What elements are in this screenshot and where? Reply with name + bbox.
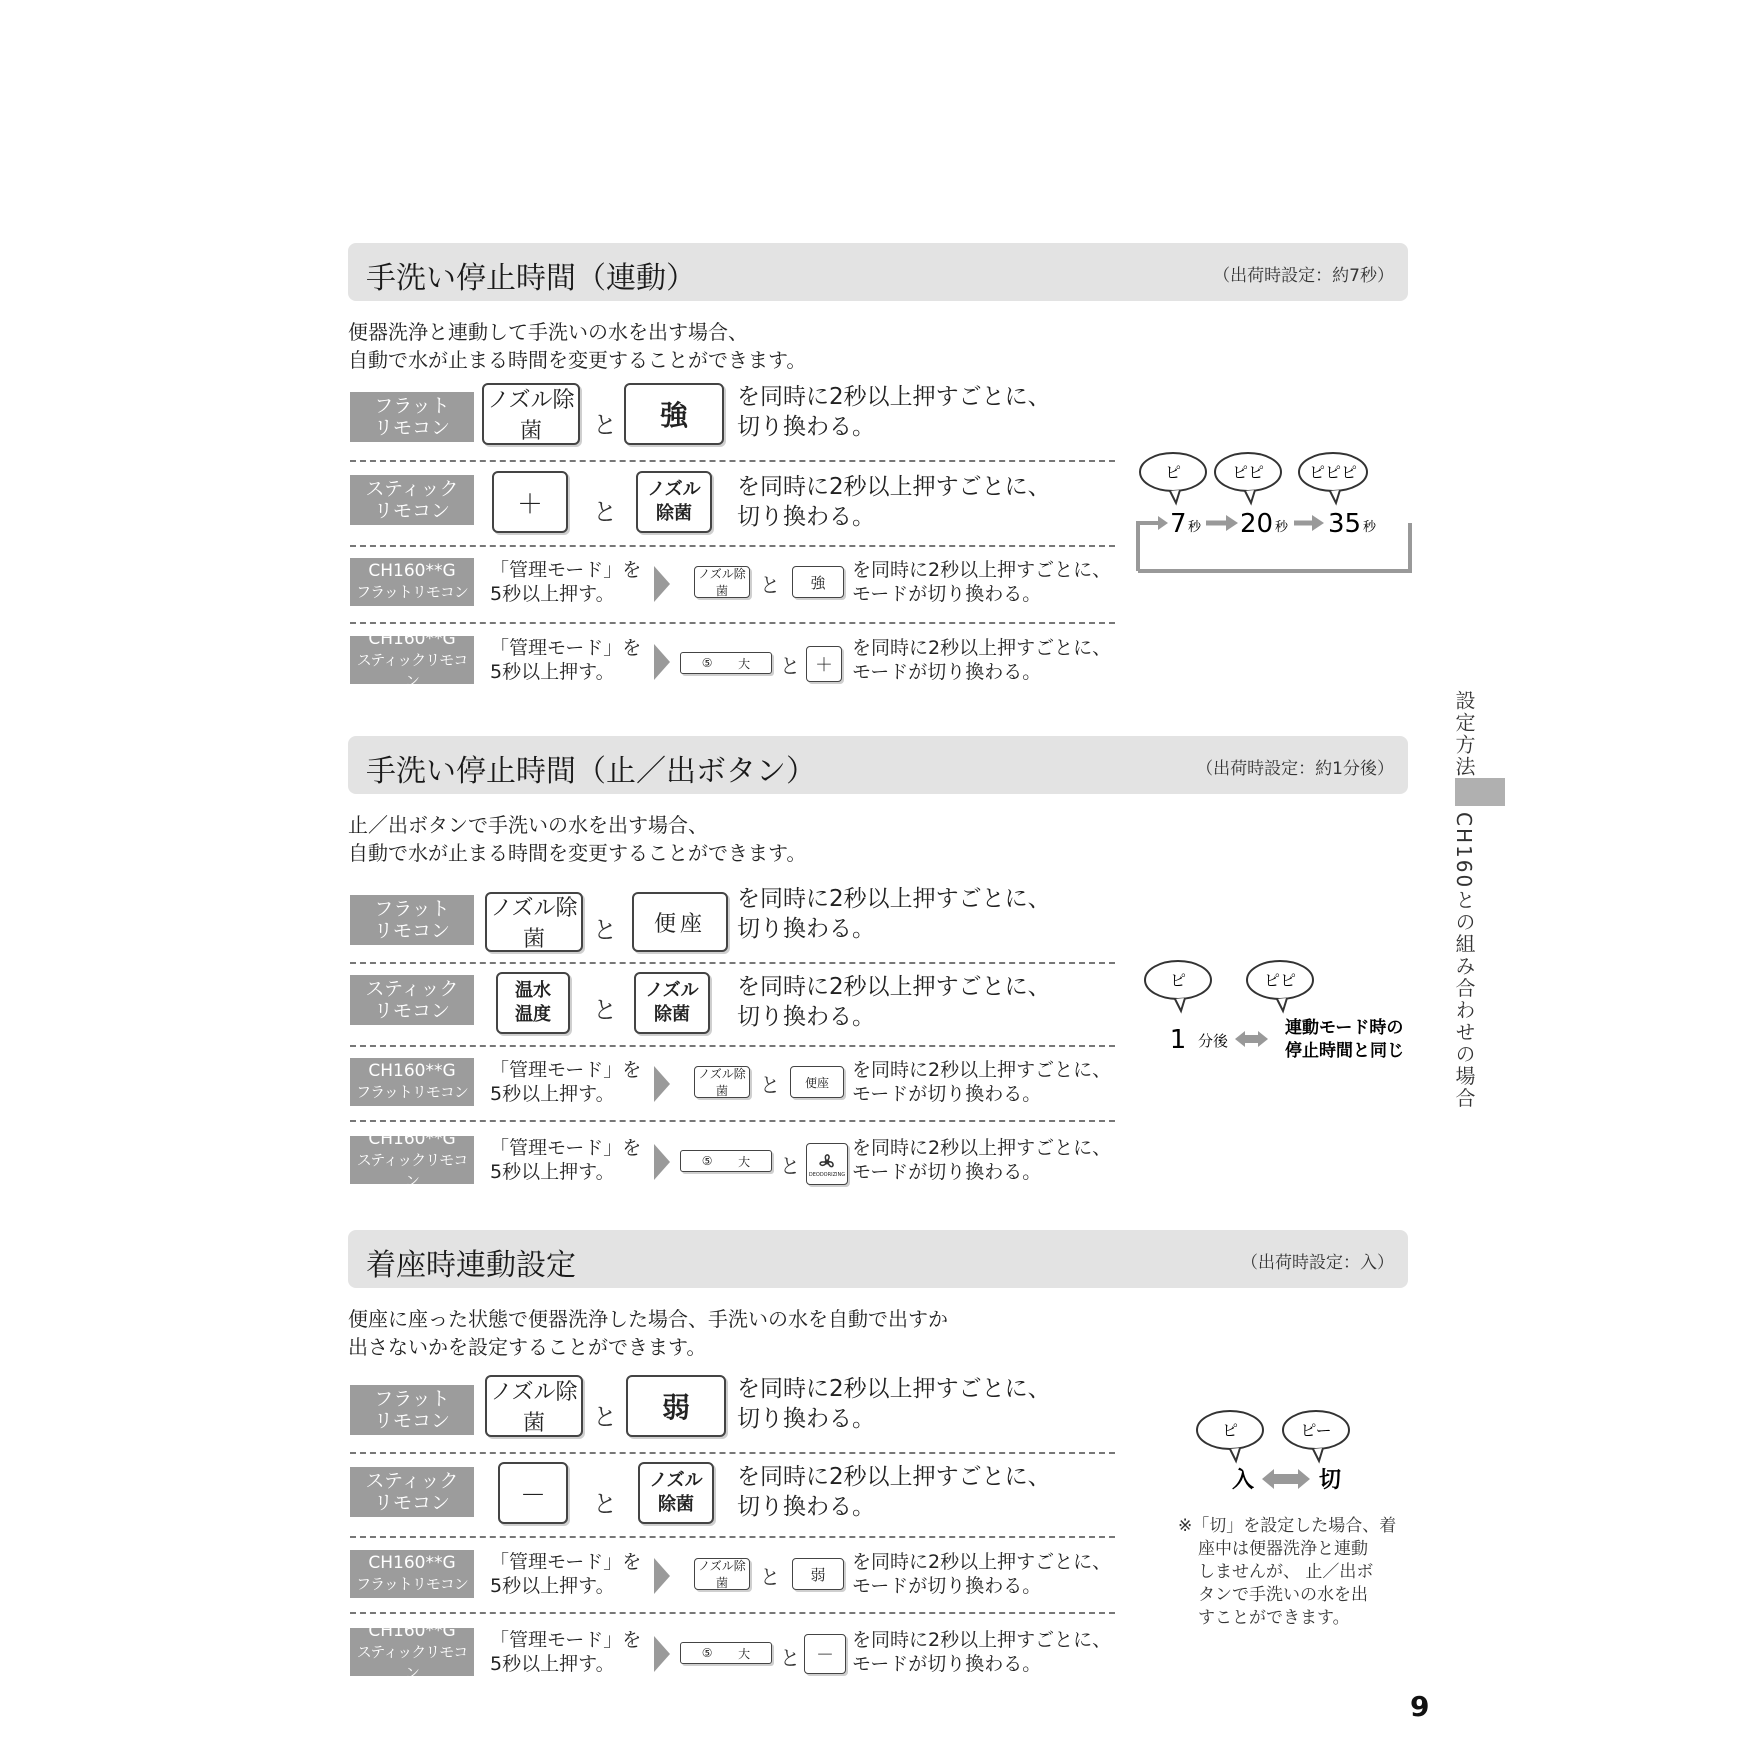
- deodorize-key: DEODORIZING: [806, 1143, 848, 1185]
- and-text: と: [760, 1565, 780, 1589]
- svg-text:ピピ: ピピ: [1231, 463, 1265, 482]
- and-text: と: [593, 1490, 617, 1518]
- section3-title: 着座時連動設定: [366, 1248, 576, 1283]
- unit-sec: 秒: [1363, 520, 1377, 535]
- seat-key: 便座: [790, 1066, 844, 1098]
- value-35: 35: [1328, 509, 1362, 539]
- double-arrow-icon: [1262, 1469, 1310, 1489]
- mode-instruction: 「管理モード」を 5秒以上押す。: [490, 637, 642, 683]
- flush-strip-key: ⑤ 大: [680, 1642, 772, 1664]
- plus-key: ＋: [806, 646, 842, 682]
- divider: [350, 1452, 1115, 1454]
- divider: [350, 1536, 1115, 1538]
- svg-text:ピ: ピ: [1164, 463, 1182, 482]
- nozzle-sterilize-key: ノズル 除菌: [638, 1462, 714, 1524]
- divider: [350, 1612, 1115, 1614]
- weak-key: 弱: [792, 1558, 844, 1590]
- beep-bubble: [1140, 453, 1206, 503]
- label-ch160-stick-remote: CH160**G スティックリモコン: [350, 636, 474, 684]
- mode-instruction: 「管理モード」を 5秒以上押す。: [490, 559, 642, 605]
- label-flat-remote: フラット リモコン: [350, 392, 474, 442]
- desc-line: 便座に座った状態で便器洗浄した場合、手洗いの水を自動で出すか: [348, 1307, 948, 1331]
- svg-text:ピ: ピ: [1221, 1421, 1239, 1440]
- arrow-right-icon: [654, 1066, 670, 1102]
- and-text: と: [760, 573, 780, 597]
- svg-text:ピー: ピー: [1300, 1421, 1332, 1440]
- double-arrow-icon: [1235, 1031, 1268, 1047]
- value-7: 7: [1170, 509, 1187, 539]
- svg-text:ピピピ: ピピピ: [1308, 463, 1358, 482]
- side-subtitle: CH160との組み合わせの場合: [1452, 812, 1476, 1110]
- unit-sec: 秒: [1275, 520, 1289, 535]
- section2-cycle-diagram: [1140, 955, 1430, 1065]
- press-instruction: を同時に2秒以上押すごとに、 切り換わる。: [737, 474, 1051, 530]
- beep-bubble: [1145, 961, 1211, 1011]
- and-text: と: [593, 916, 617, 944]
- page-number: 9: [1410, 1690, 1430, 1723]
- section1-description: [348, 318, 806, 374]
- mode-instruction: 「管理モード」を 5秒以上押す。: [490, 1551, 642, 1597]
- press-instruction: を同時に2秒以上押すごとに、 切り換わる。: [737, 1376, 1051, 1432]
- weak-key: 弱: [626, 1375, 726, 1437]
- section3-toggle-diagram: [1190, 1405, 1390, 1500]
- arrow-right-icon: [654, 1636, 670, 1672]
- desc-line: 出さないかを設定することができます。: [348, 1335, 707, 1359]
- svg-text:停止時間と同じ: 停止時間と同じ: [1285, 1041, 1404, 1061]
- divider: [350, 460, 1115, 462]
- mode-press-instruction: を同時に2秒以上押すごとに、 モードが切り換わる。: [852, 1629, 1112, 1675]
- unit-minutes-after: 分後: [1198, 1032, 1229, 1050]
- divider: [350, 545, 1115, 547]
- label-flat-remote: フラット リモコン: [350, 895, 474, 945]
- beep-bubble: [1299, 453, 1367, 503]
- arrow-right-icon: [654, 644, 670, 680]
- minus-key: －: [804, 1634, 846, 1674]
- section2-default: （出荷時設定：約1分後）: [1196, 759, 1394, 779]
- beep-bubble: [1283, 1411, 1349, 1461]
- mode-press-instruction: を同時に2秒以上押すごとに、 モードが切り換わる。: [852, 559, 1112, 605]
- arrow-right-icon: [654, 566, 670, 602]
- nozzle-sterilize-key: ノズル除菌: [694, 566, 750, 598]
- divider: [350, 622, 1115, 624]
- plus-key: ＋: [492, 471, 568, 533]
- label-ch160-flat-remote: CH160**G フラットリモコン: [350, 1550, 474, 1598]
- section3-default: （出荷時設定：入）: [1241, 1253, 1394, 1273]
- section2-title: 手洗い停止時間（止／出ボタン）: [366, 754, 816, 789]
- label-stick-remote: スティック リモコン: [350, 475, 474, 525]
- mode-press-instruction: を同時に2秒以上押すごとに、 モードが切り換わる。: [852, 1551, 1112, 1597]
- fan-icon: [816, 1152, 838, 1172]
- svg-text:ピピ: ピピ: [1263, 971, 1297, 990]
- mode-instruction: 「管理モード」を 5秒以上押す。: [490, 1137, 642, 1183]
- and-text: と: [593, 411, 617, 439]
- unit-sec: 秒: [1188, 520, 1202, 535]
- press-instruction: を同時に2秒以上押すごとに、 切り換わる。: [737, 974, 1051, 1030]
- mode-press-instruction: を同時に2秒以上押すごとに、 モードが切り換わる。: [852, 1137, 1112, 1183]
- press-instruction: を同時に2秒以上押すごとに、 切り換わる。: [737, 886, 1051, 942]
- divider: [350, 962, 1115, 964]
- desc-line: 自動で水が止まる時間を変更することができます。: [348, 348, 807, 372]
- mode-instruction: 「管理モード」を 5秒以上押す。: [490, 1629, 642, 1675]
- and-text: と: [780, 1154, 800, 1178]
- section2-header: [348, 736, 1408, 794]
- press-instruction: を同時に2秒以上押すごとに、 切り換わる。: [737, 384, 1051, 440]
- on-label: 入: [1231, 1468, 1255, 1493]
- section1-cycle-diagram: [1130, 445, 1420, 580]
- arrow-right-icon: [654, 1144, 670, 1180]
- water-temperature-key: 温水 温度: [496, 972, 570, 1034]
- side-category: 設定方法: [1452, 690, 1476, 778]
- side-tab-marker: [1455, 778, 1505, 806]
- section1-title: 手洗い停止時間（連動）: [366, 261, 696, 296]
- and-text: と: [593, 1403, 617, 1431]
- desc-line: 自動で水が止まる時間を変更することができます。: [348, 841, 807, 865]
- mode-press-instruction: を同時に2秒以上押すごとに、 モードが切り換わる。: [852, 637, 1112, 683]
- off-label: 切: [1318, 1468, 1342, 1493]
- nozzle-sterilize-key: ノズル除菌: [482, 383, 580, 445]
- desc-line: 止／出ボタンで手洗いの水を出す場合、: [348, 813, 708, 837]
- svg-text:連動モード時の: 連動モード時の: [1285, 1018, 1404, 1038]
- svg-text:ピ: ピ: [1169, 971, 1187, 990]
- label-ch160-flat-remote: CH160**G フラットリモコン: [350, 558, 474, 606]
- label-stick-remote: スティック リモコン: [350, 975, 474, 1025]
- strong-key: 強: [624, 383, 724, 445]
- divider: [350, 1045, 1115, 1047]
- strong-key: 強: [792, 566, 844, 598]
- flush-strip-key: ⑤ 大: [680, 652, 772, 674]
- mode-instruction: 「管理モード」を 5秒以上押す。: [490, 1059, 642, 1105]
- and-text: と: [780, 654, 800, 678]
- flush-strip-key: ⑤ 大: [680, 1150, 772, 1172]
- and-text: と: [593, 498, 617, 526]
- nozzle-sterilize-key: ノズル除菌: [694, 1066, 750, 1098]
- nozzle-sterilize-key: ノズル 除菌: [634, 972, 710, 1034]
- desc-line: 便器洗浄と連動して手洗いの水を出す場合、: [348, 320, 748, 344]
- section3-description: [348, 1305, 948, 1361]
- and-text: と: [593, 996, 617, 1024]
- label-stick-remote: スティック リモコン: [350, 1467, 474, 1517]
- beep-bubble: [1215, 453, 1281, 503]
- nozzle-sterilize-key: ノズル除菌: [485, 892, 583, 952]
- seat-key: 便座: [632, 892, 728, 952]
- section2-description: [348, 811, 806, 867]
- value-20: 20: [1240, 509, 1274, 539]
- and-text: と: [760, 1073, 780, 1097]
- label-ch160-stick-remote: CH160**G スティックリモコン: [350, 1136, 474, 1184]
- press-instruction: を同時に2秒以上押すごとに、 切り換わる。: [737, 1464, 1051, 1520]
- section3-header: [348, 1230, 1408, 1288]
- nozzle-sterilize-key: ノズル 除菌: [636, 471, 712, 533]
- section1-header: [348, 243, 1408, 301]
- label-ch160-flat-remote: CH160**G フラットリモコン: [350, 1058, 474, 1106]
- label-ch160-stick-remote: CH160**G スティックリモコン: [350, 1628, 474, 1676]
- minus-key: －: [498, 1462, 568, 1524]
- value-1: 1: [1169, 1025, 1187, 1055]
- and-text: と: [780, 1646, 800, 1670]
- divider: [350, 1120, 1115, 1122]
- section1-default: （出荷時設定：約7秒）: [1213, 266, 1394, 286]
- label-flat-remote: フラット リモコン: [350, 1385, 474, 1435]
- nozzle-sterilize-key: ノズル除菌: [694, 1558, 750, 1590]
- section3-note: ※「切」を設定した場合、着 座中は便器洗浄と連動 しませんが、 止／出ボ タンで手洗いの水を出 すことができます。: [1178, 1516, 1397, 1628]
- beep-bubble: [1247, 961, 1313, 1011]
- nozzle-sterilize-key: ノズル除菌: [485, 1375, 583, 1437]
- arrow-right-icon: [654, 1558, 670, 1594]
- beep-bubble: [1197, 1411, 1263, 1461]
- mode-press-instruction: を同時に2秒以上押すごとに、 モードが切り換わる。: [852, 1059, 1112, 1105]
